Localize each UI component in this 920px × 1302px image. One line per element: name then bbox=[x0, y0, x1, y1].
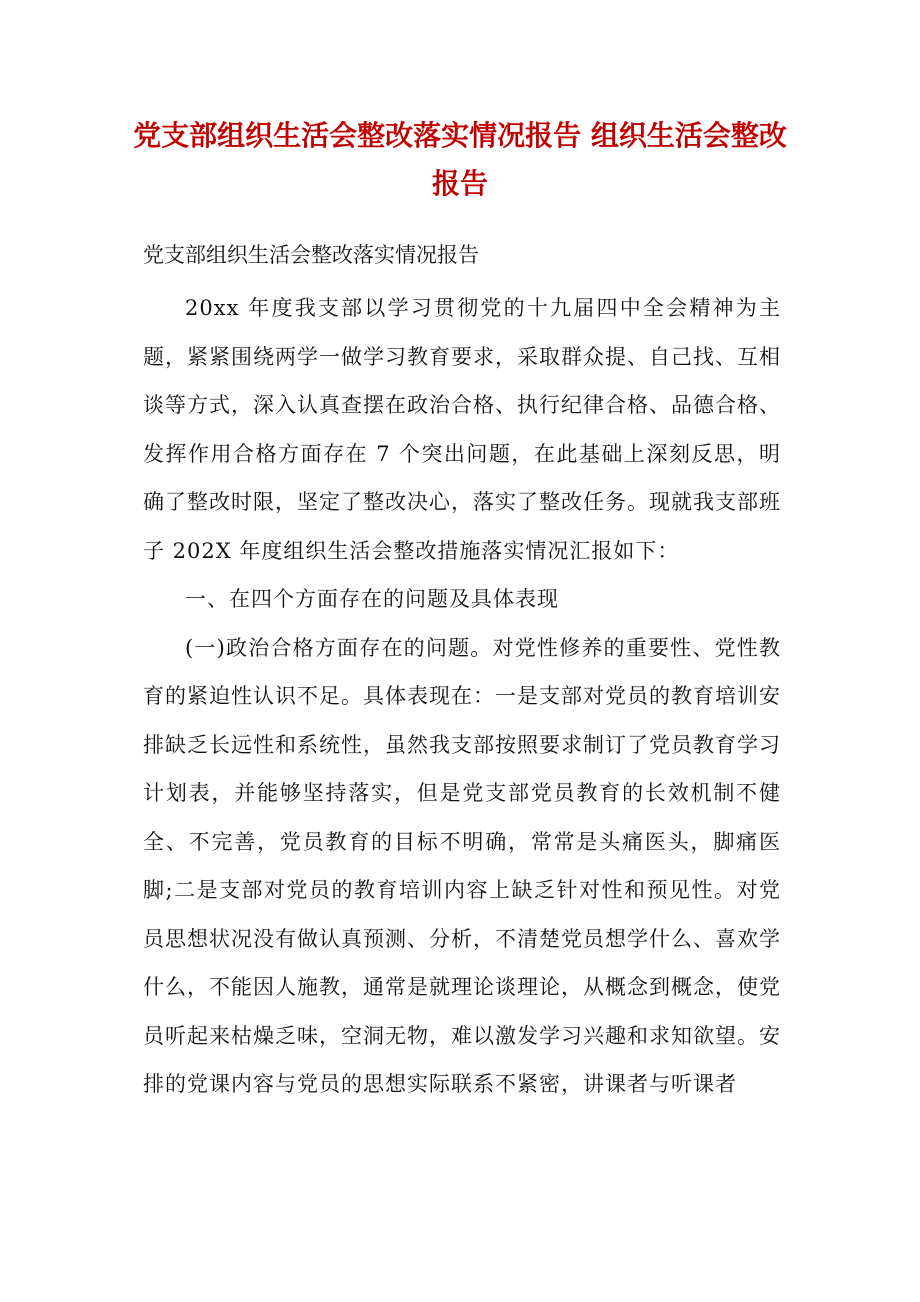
paragraph-intro: 20xx 年度我支部以学习贯彻党的十九届四中全会精神为主题，紧紧围绕两学一做学习教育要求，采取群众提、自己找、互相谈等方式，深入认真查摆在政治合格、执行纪律合格、品德合格、发挥作用合格方面存在 7 个突出问题，在此基础上深刻反思，明确了整改时限，坚定了整改决心，落实了整改任务。现就我支部班子 202X 年度组织生活会整改措施落实情况汇报如下： bbox=[143, 296, 781, 563]
paragraph-section-heading: 一、在四个方面存在的问题及具体表现 bbox=[185, 587, 559, 611]
document-title: 党支部组织生活会整改落实情况报告 组织生活会整改报告 bbox=[133, 119, 787, 200]
paragraph-political-issues: (一)政治合格方面存在的问题。对党性修养的重要性、党性教育的紧迫性认识不足。具体表现在：一是支部对党员的教育培训安排缺乏长远性和系统性，虽然我支部按照要求制订了党员教育学习计划表，并能够坚持落实，但是党支部党员教育的长效机制不健全、不完善，党员教育的目标不明确，常常是头痛医头，脚痛医脚;二是支部对党员的教育培训内容上缺乏针对性和预见性。对党员思想状况没有做认真预测、分析，不清楚党员想学什么、喜欢学什么，不能因人施教，通常是就理论谈理论，从概念到概念，使党员听起来枯燥乏味，空洞无物，难以激发学习兴趣和求知欲望。安排的党课内容与党员的思想实际联系不紧密，讲课者与听课者 bbox=[143, 635, 781, 1096]
document-subtitle: 党支部组织生活会整改落实情况报告 bbox=[143, 243, 479, 267]
document-body bbox=[143, 284, 781, 1109]
